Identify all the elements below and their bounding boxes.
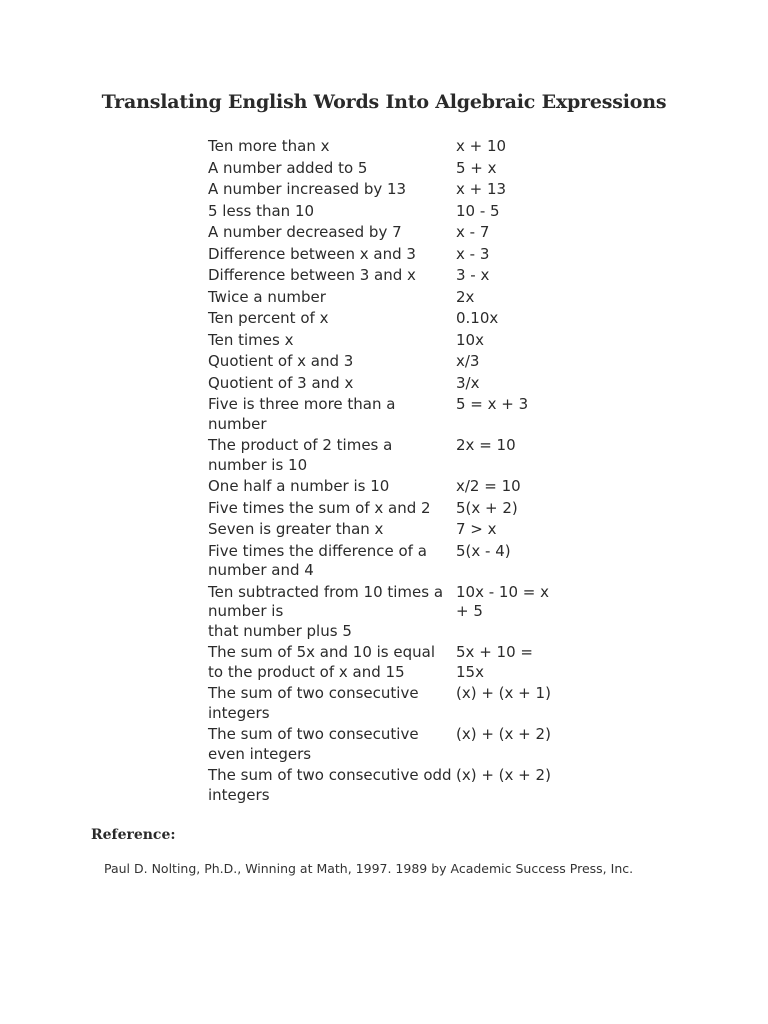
table-row <box>208 499 568 519</box>
algebraic-expression: x/2 = 10 <box>456 477 521 495</box>
table-row <box>208 542 568 581</box>
english-phrase: Difference between 3 and x <box>208 266 416 284</box>
table-row <box>208 643 568 682</box>
english-phrase: Five times the sum of x and 2 <box>208 498 431 517</box>
algebraic-expression: x + 13 <box>456 180 507 198</box>
table-row <box>208 395 568 434</box>
english-phrase: Twice a number <box>208 287 326 306</box>
english-phrase: Ten percent of x <box>208 309 329 327</box>
algebraic-expression: 5(x + 2) <box>456 498 518 517</box>
english-phrase: One half a number is 10 <box>208 477 390 495</box>
english-phrase: Quotient of x and 3 <box>208 352 354 370</box>
english-phrase: The sum of two consecutive odd integers <box>208 766 452 804</box>
english-phrase: A number increased by 13 <box>208 180 407 198</box>
algebraic-expression: 10x <box>456 330 484 349</box>
algebraic-expression: 3 - x <box>456 266 490 284</box>
table-row <box>208 352 568 372</box>
table-row <box>208 331 568 351</box>
english-phrase: Five is three more than a number <box>208 395 396 433</box>
english-phrase: Seven is greater than x <box>208 520 384 538</box>
table-row <box>208 159 568 179</box>
algebraic-expression: 0.10x <box>456 309 499 327</box>
translation-table <box>208 137 568 807</box>
table-row <box>208 766 568 805</box>
algebraic-expression: 5(x - 4) <box>456 541 511 560</box>
algebraic-expression: 10 - 5 <box>456 201 500 220</box>
table-row <box>208 477 568 497</box>
algebraic-expression: 2x <box>456 287 475 306</box>
algebraic-expression: 3/x <box>456 373 480 392</box>
english-phrase: The product of 2 times a number is 10 <box>208 436 393 474</box>
algebraic-expression: (x) + (x + 1) <box>456 684 551 702</box>
algebraic-expression: 5 = x + 3 <box>456 395 529 413</box>
table-row <box>208 288 568 308</box>
english-phrase: A number added to 5 <box>208 158 368 177</box>
algebraic-expression: x - 3 <box>456 244 490 263</box>
english-phrase: Ten more than x <box>208 137 330 155</box>
algebraic-expression: x + 10 <box>456 137 507 155</box>
table-row <box>208 202 568 222</box>
english-phrase: The sum of 5x and 10 is equal to the product of x and 15 <box>208 643 435 681</box>
table-row <box>208 245 568 265</box>
algebraic-expression: 10x - 10 = x + 5 <box>456 582 549 620</box>
english-phrase: Ten times x <box>208 330 294 349</box>
algebraic-expression: x - 7 <box>456 223 490 241</box>
table-row <box>208 520 568 540</box>
table-row <box>208 374 568 394</box>
english-phrase: A number decreased by 7 <box>208 223 402 241</box>
english-phrase: The sum of two consecutive even integers <box>208 725 419 763</box>
algebraic-expression: x/3 <box>456 352 480 370</box>
english-phrase: Quotient of 3 and x <box>208 373 354 392</box>
algebraic-expression: 7 > x <box>456 520 497 538</box>
table-row <box>208 436 568 475</box>
english-phrase: The sum of two consecutive integers <box>208 684 419 722</box>
page-title: Translating English Words Into Algebraic Expressions <box>101 91 667 113</box>
table-row <box>208 684 568 723</box>
english-phrase: 5 less than 10 <box>208 201 315 220</box>
table-row <box>208 309 568 329</box>
reference-heading: Reference: <box>91 827 176 843</box>
algebraic-expression: (x) + (x + 2) <box>456 725 551 743</box>
algebraic-expression: 5x + 10 = 15x <box>456 643 533 681</box>
algebraic-expression: (x) + (x + 2) <box>456 766 551 784</box>
table-row <box>208 223 568 243</box>
english-phrase: Difference between x and 3 <box>208 244 416 263</box>
table-row <box>208 180 568 200</box>
reference-citation: Paul D. Nolting, Ph.D., Winning at Math, 1997. 1989 by Academic Success Press, Inc. <box>104 861 634 876</box>
algebraic-expression: 2x = 10 <box>456 436 516 454</box>
english-phrase: Five times the difference of a number and 4 <box>208 541 427 579</box>
table-row <box>208 137 568 157</box>
algebraic-expression: 5 + x <box>456 158 497 177</box>
table-row <box>208 725 568 764</box>
table-row <box>208 266 568 286</box>
english-phrase: Ten subtracted from 10 times a number is that number plus 5 <box>208 582 444 640</box>
table-row <box>208 583 568 642</box>
